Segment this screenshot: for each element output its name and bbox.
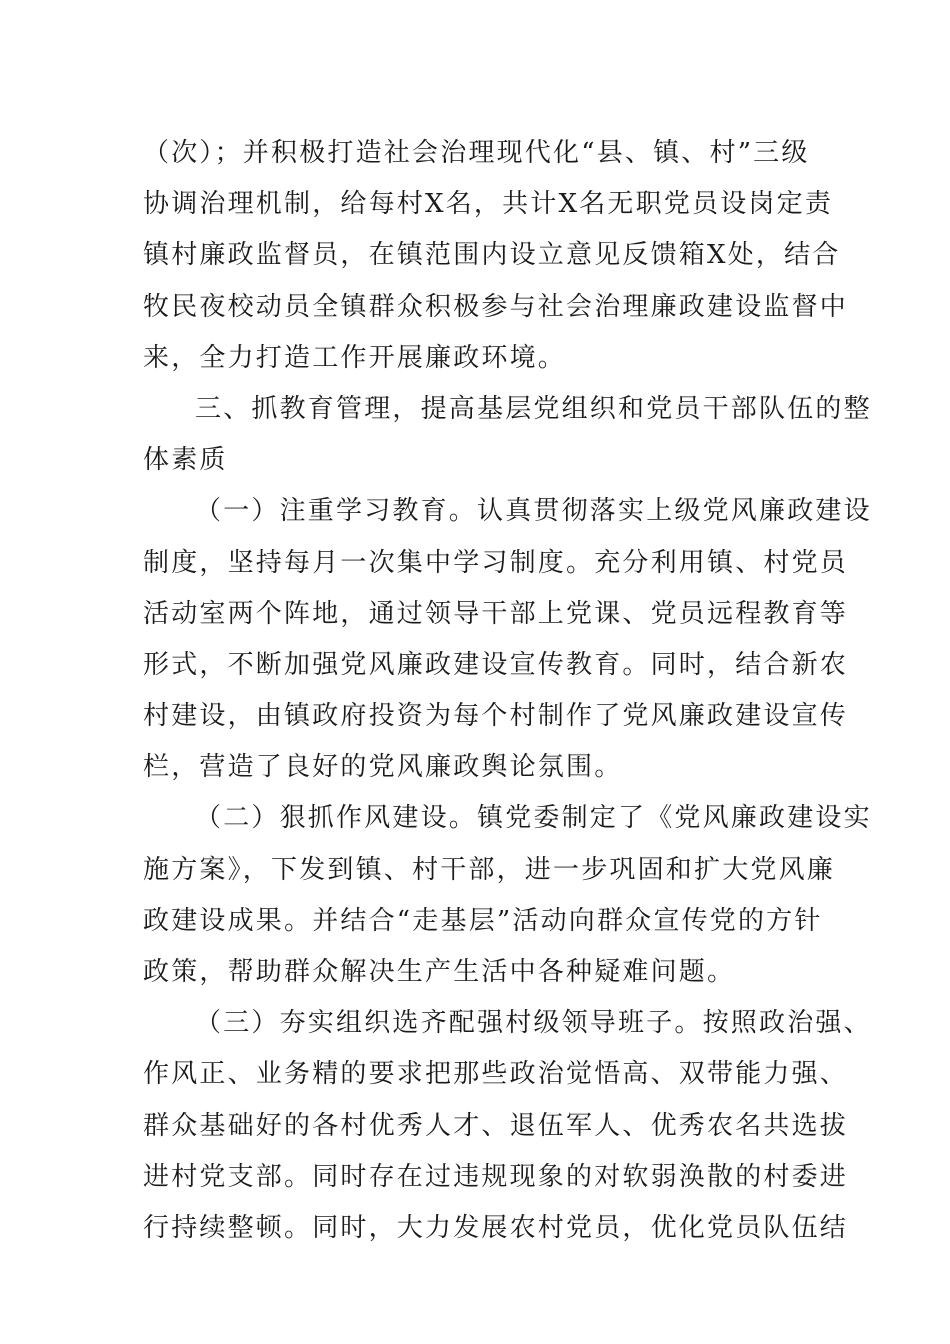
section-heading-line: 体素质 [143, 445, 228, 476]
text-line: 活动室两个阵地，通过领导干部上党课、党员远程教育等 [143, 598, 849, 629]
text-line: 村建设，由镇政府投资为每个村制作了党风廉政建设宣传 [143, 701, 849, 732]
text-line: 政建设成果。并结合“走基层”活动向群众宣传党的方针 [143, 905, 823, 936]
text-line: 进村党支部。同时存在过违规现象的对软弱涣散的村委进 [143, 1161, 849, 1192]
text-line: 镇村廉政监督员，在镇范围内设立意见反馈箱X处，结合 [143, 240, 841, 271]
text-line: 形式，不断加强党风廉政建设宣传教育。同时，结合新农 [143, 649, 849, 680]
text-line: 作风正、业务精的要求把那些政治觉悟高、双带能力强、 [143, 1059, 849, 1090]
paragraph-start-line: （一）注重学习教育。认真贯彻落实上级党风廉政建设 [195, 496, 872, 527]
text-line: 协调治理机制，给每村X名，共计X名无职党员设岗定责 [143, 189, 834, 220]
paragraph-start-line: （二）狠抓作风建设。镇党委制定了《党风廉政建设实 [195, 803, 872, 834]
text-line: 施方案》，下发到镇、村干部，进一步巩固和扩大党风廉 [143, 854, 836, 885]
section-heading-line: 三、抓教育管理，提高基层党组织和党员干部队伍的整 [195, 393, 872, 424]
text-line: 牧民夜校动员全镇群众积极参与社会治理廉政建设监督中 [143, 291, 849, 322]
text-line: 栏，营造了良好的党风廉政舆论氛围。 [143, 752, 623, 783]
text-line: （次）；并积极打造社会治理现代化“县、镇、村”三级 [143, 138, 810, 168]
paragraph-start-line: （三）夯实组织选齐配强村级领导班子。按照政治强、 [195, 1008, 872, 1039]
text-line: 政策，帮助群众解决生产生活中各种疑难问题。 [143, 957, 736, 987]
text-line: 制度，坚持每月一次集中学习制度。充分利用镇、村党员 [143, 547, 849, 578]
text-line: 群众基础好的各村优秀人才、退伍军人、优秀农名共选拔 [143, 1110, 849, 1141]
text-line: 行持续整顿。同时，大力发展农村党员，优化党员队伍结 [143, 1212, 849, 1243]
body-text [143, 128, 872, 1254]
text-line: 来，全力打造工作开展廉政环境。 [143, 342, 567, 373]
